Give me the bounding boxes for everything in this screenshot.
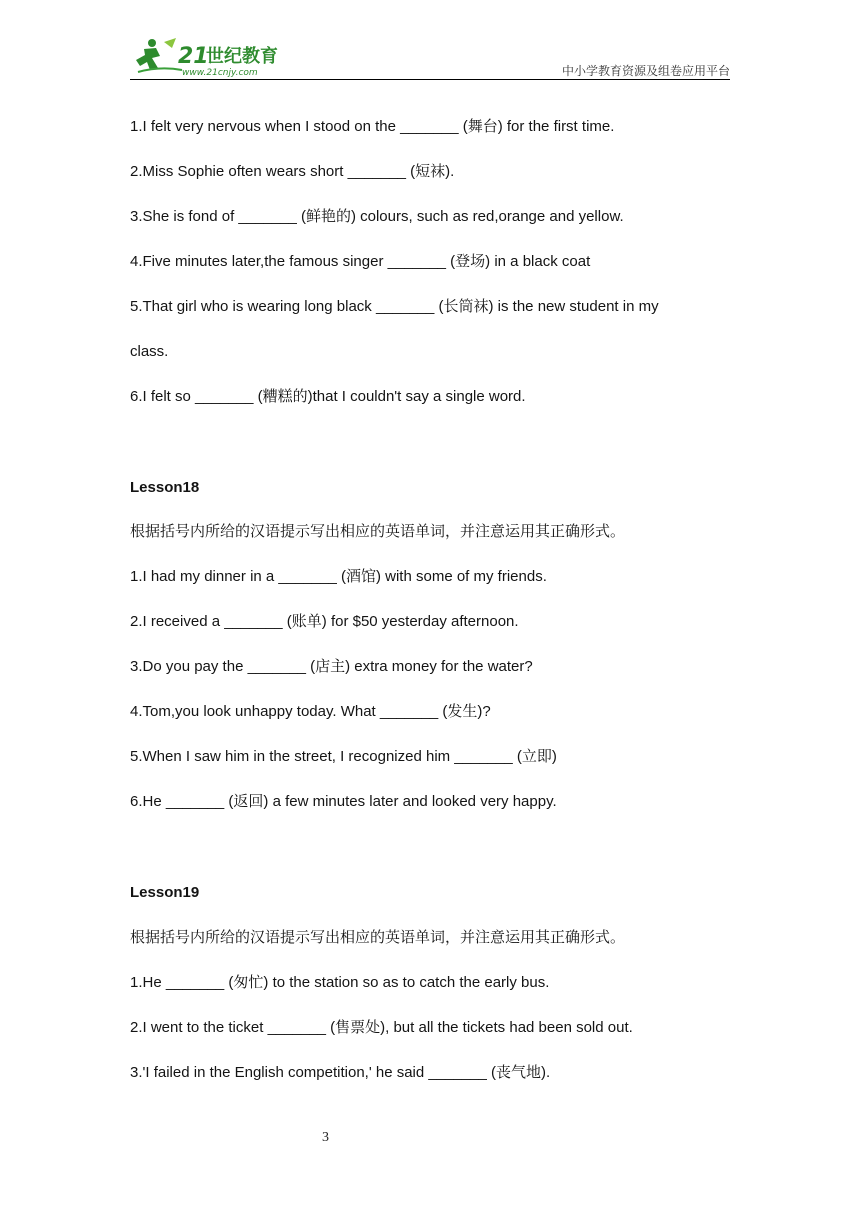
exercise-item: 3.Do you pay the _______ (店主) extra money for the water? [130,658,533,675]
header-divider [130,79,730,80]
runner-logo-icon [130,36,300,80]
exercise-item: 3.She is fond of _______ (鲜艳的) colours, such as red,orange and yellow. [130,208,624,225]
exercise-item: 4.Five minutes later,the famous singer _______ (登场) in a black coat [130,253,591,270]
svg-text:21: 21 [178,44,209,69]
logo [130,36,300,80]
page-number: 3 [322,1130,329,1145]
instruction-text: 根据括号内所给的汉语提示写出相应的英语单词，并注意运用其正确形式。 [130,523,626,540]
exercise-item: 1.I felt very nervous when I stood on the _______ (舞台) for the first time. [130,118,615,135]
exercise-item-continuation: class. [130,343,169,360]
exercise-item: 6.He _______ (返回) a few minutes later and looked very happy. [130,793,557,810]
instruction-text: 根据括号内所给的汉语提示写出相应的英语单词，并注意运用其正确形式。 [130,929,626,946]
exercise-item: 4.Tom,you look unhappy today. What _______ (发生)? [130,703,491,720]
svg-text:世纪教育: 世纪教育 [206,46,278,67]
exercise-item: 3.'I failed in the English competition,' he said _______ (丧气地). [130,1064,551,1081]
exercise-item: 5.That girl who is wearing long black _______ (长筒袜) is the new student in my [130,298,659,315]
exercise-item: 2.Miss Sophie often wears short _______ (短袜). [130,163,455,180]
page-header [130,36,730,82]
exercise-item: 2.I went to the ticket _______ (售票处), but all the tickets had been sold out. [130,1019,633,1036]
platform-label: 中小学教育资源及组卷应用平台 [561,64,730,78]
exercise-item: 6.I felt so _______ (糟糕的)that I couldn't say a single word. [130,388,526,405]
exercise-item: 1.He _______ (匆忙) to the station so as to catch the early bus. [130,974,550,991]
exercise-item: 2.I received a _______ (账单) for $50 yesterday afternoon. [130,613,519,630]
svg-text:www.21cnjy.com: www.21cnjy.com [182,68,258,78]
lesson-heading: Lesson18 [130,479,200,496]
lesson-heading: Lesson19 [130,884,200,901]
exercise-item: 1.I had my dinner in a _______ (酒馆) with some of my friends. [130,568,547,585]
exercise-item: 5.When I saw him in the street, I recognized him _______ (立即) [130,748,557,765]
